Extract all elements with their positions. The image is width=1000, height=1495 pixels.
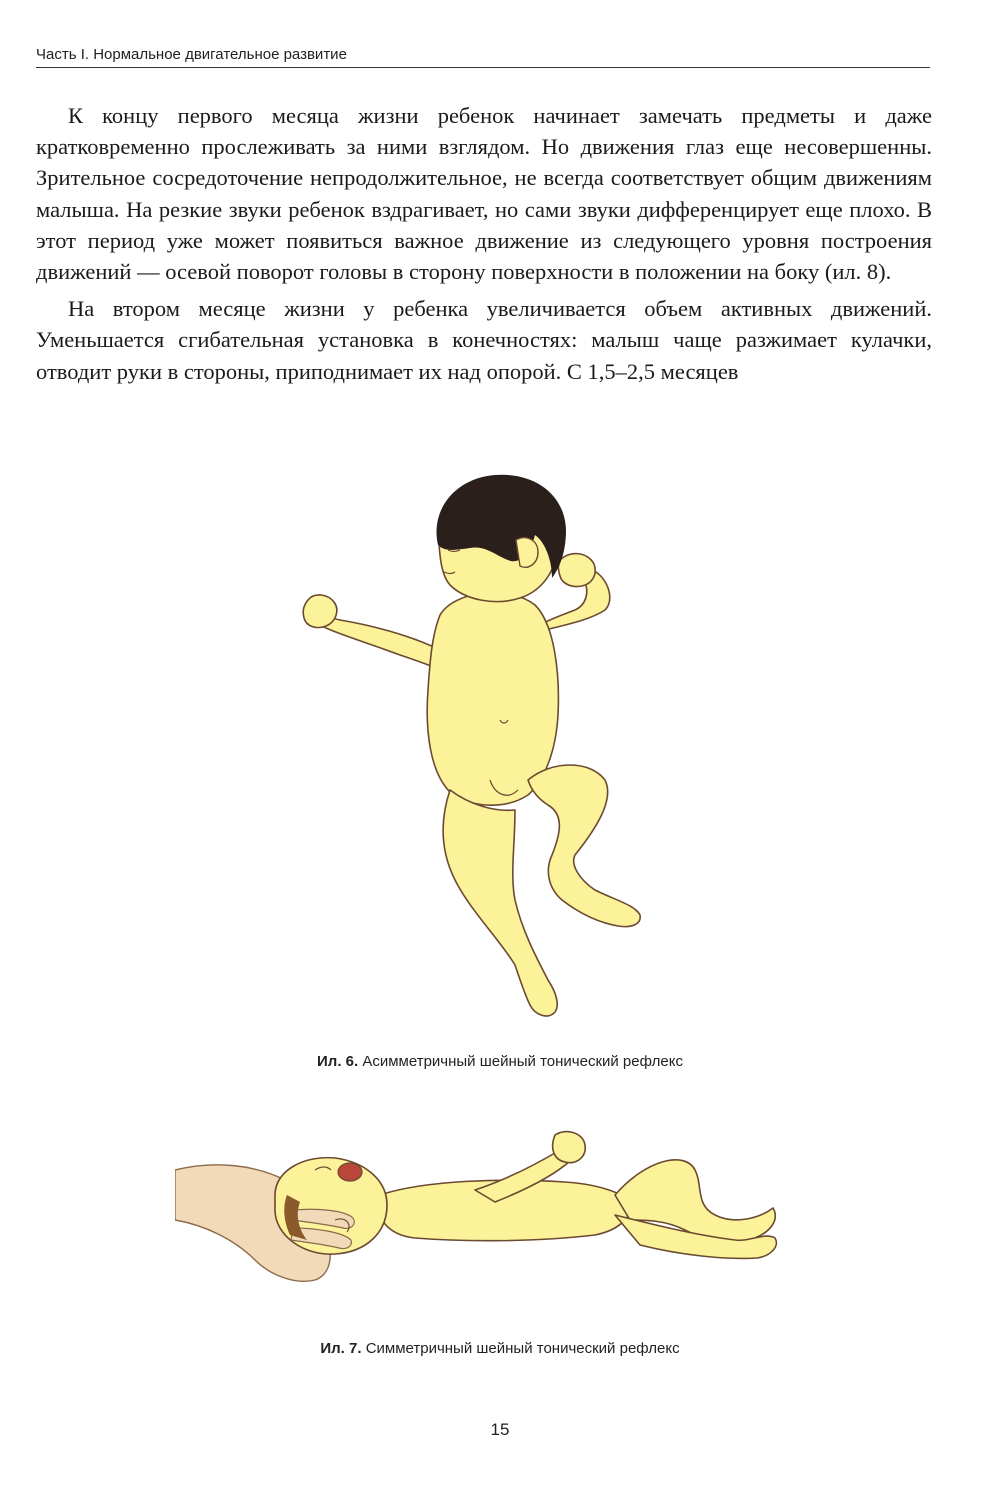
figure-7-caption xyxy=(0,1340,1000,1357)
mouth-open xyxy=(338,1163,362,1181)
figure-6-caption xyxy=(0,1053,1000,1070)
body-text xyxy=(36,100,932,393)
right-fist xyxy=(559,554,596,587)
paragraph: На втором месяце жизни у ребенка увеличивается объем активных движений. Уменьшается сгибательная установка в конечностях: малыш чаще разжимает кулачки, отводит руки в стороны, приподнимает их над опорой. С 1,5–2,5 месяцев xyxy=(36,296,932,384)
figure-6-caption-text: Асимметричный шейный тонический рефлекс xyxy=(362,1053,683,1070)
figure-6-label: Ил. 6. xyxy=(317,1053,359,1070)
figure-7-illustration xyxy=(175,1120,795,1300)
left-fist xyxy=(303,595,337,628)
infant-atnr-drawing xyxy=(290,460,690,1040)
left-leg xyxy=(443,790,557,1016)
running-header: Часть I. Нормальное двигательное развитие xyxy=(36,46,930,68)
figure-6-illustration xyxy=(290,460,690,1040)
paragraph: К концу первого месяца жизни ребенок начинает замечать предметы и даже кратковременно прослеживать за ними взглядом. Но движения глаз еще несовершенны. Зрительное сосредоточение непродолжительное, не всегда соответствует общим движениям малыша. На резкие звуки ребенок вздрагивает, но сами звуки дифференцирует еще плохо. В этот период уже может появиться важное движение из следующего уровня построения движений — осевой поворот головы в сторону поверхности в положении на боку (ил. 8). xyxy=(36,103,932,285)
ear xyxy=(516,538,538,568)
fist xyxy=(553,1132,586,1163)
infant-stnr-drawing xyxy=(175,1120,795,1300)
figure-7-label: Ил. 7. xyxy=(320,1340,362,1357)
page-number: 15 xyxy=(490,1420,510,1439)
right-leg xyxy=(528,765,640,927)
figure-7-caption-text: Симметричный шейный тонический рефлекс xyxy=(365,1340,680,1357)
